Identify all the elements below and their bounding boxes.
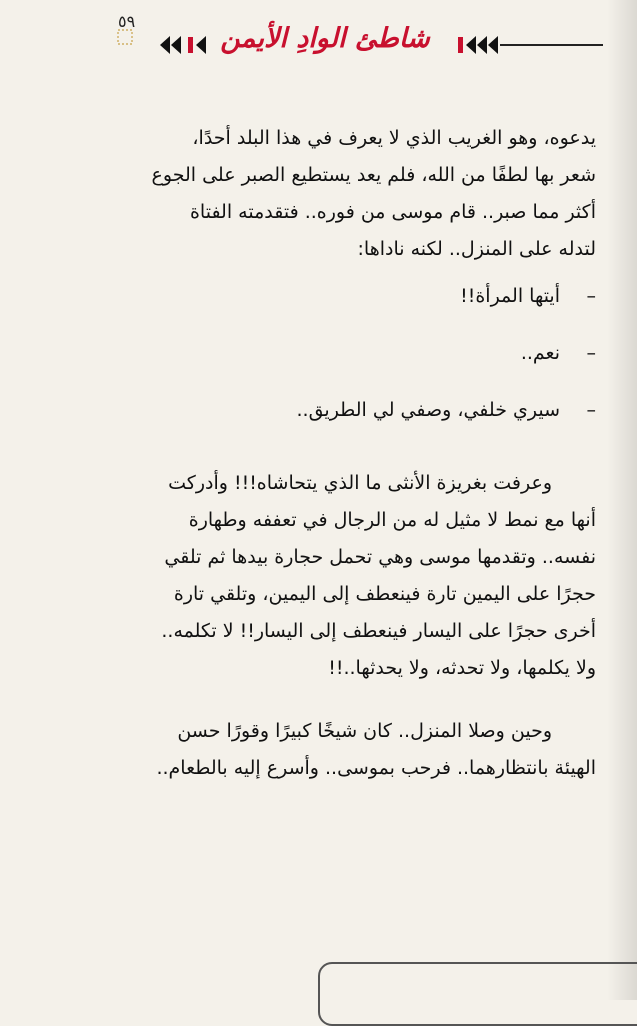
dialogue-line [30, 382, 596, 439]
text-line: أنها مع نمط لا مثيل له من الرجال في تعففه وطهارة [188, 509, 596, 531]
running-header-title: شاطئ الوادِ الأيمن [220, 23, 430, 54]
dialogue-dash: – [586, 285, 596, 307]
bottom-decorative-frame [318, 962, 637, 1026]
dialogue-text: سيري خلفي، وصفي لي الطريق.. [296, 399, 560, 421]
text-line: حجرًا على اليمين تارة فينعطف إلى اليمين، وتلقي تارة [173, 583, 596, 605]
arrow-ornament-left-icon [160, 34, 206, 56]
corner-ornament-icon [116, 28, 134, 46]
text-line: أخرى حجرًا على اليسار فينعطف إلى اليسار!! لا تكلمه.. [161, 620, 596, 642]
text-line: يدعوه، وهو الغريب الذي لا يعرف في هذا البلد أحدًا، [192, 127, 596, 149]
text-line: لتدله على المنزل.. لكنه ناداها: [357, 238, 596, 260]
running-header [0, 0, 637, 70]
body-text [30, 120, 596, 787]
text-line: أكثر مما صبر.. قام موسى من فوره.. فتقدمته الفتاة [189, 201, 596, 223]
text-line: وعرفت بغريزة الأنثى ما الذي يتحاشاه!!! وأدركت [168, 472, 552, 494]
text-line: الهيئة بانتظارهما.. فرحب بموسى.. وأسرع إليه بالطعام.. [156, 757, 596, 779]
text-line: نفسه.. وتقدمها موسى وهي تحمل حجارة بيدها ثم تلقي [164, 546, 596, 568]
page-gutter-shadow [607, 0, 637, 1000]
text-line: وحين وصلا المنزل.. كان شيخًا كبيرًا وقورًا حسن [177, 720, 552, 742]
text-line: شعر بها لطفًا من الله، فلم يعد يستطيع الصبر على الجوع [151, 164, 596, 186]
dialogue-dash: – [586, 342, 596, 364]
page-number: ٥٩ [118, 12, 136, 31]
dialogue-line [30, 325, 596, 382]
header-rule [500, 44, 603, 46]
dialogue-dash: – [586, 399, 596, 421]
dialogue-line [30, 268, 596, 325]
arrow-ornament-right-icon [458, 34, 500, 56]
dialogue-text: نعم.. [520, 342, 560, 364]
text-line: ولا يكلمها، ولا تحدثه، ولا يحدثها..!! [328, 657, 596, 679]
dialogue-text: أيتها المرأة!! [460, 285, 560, 307]
